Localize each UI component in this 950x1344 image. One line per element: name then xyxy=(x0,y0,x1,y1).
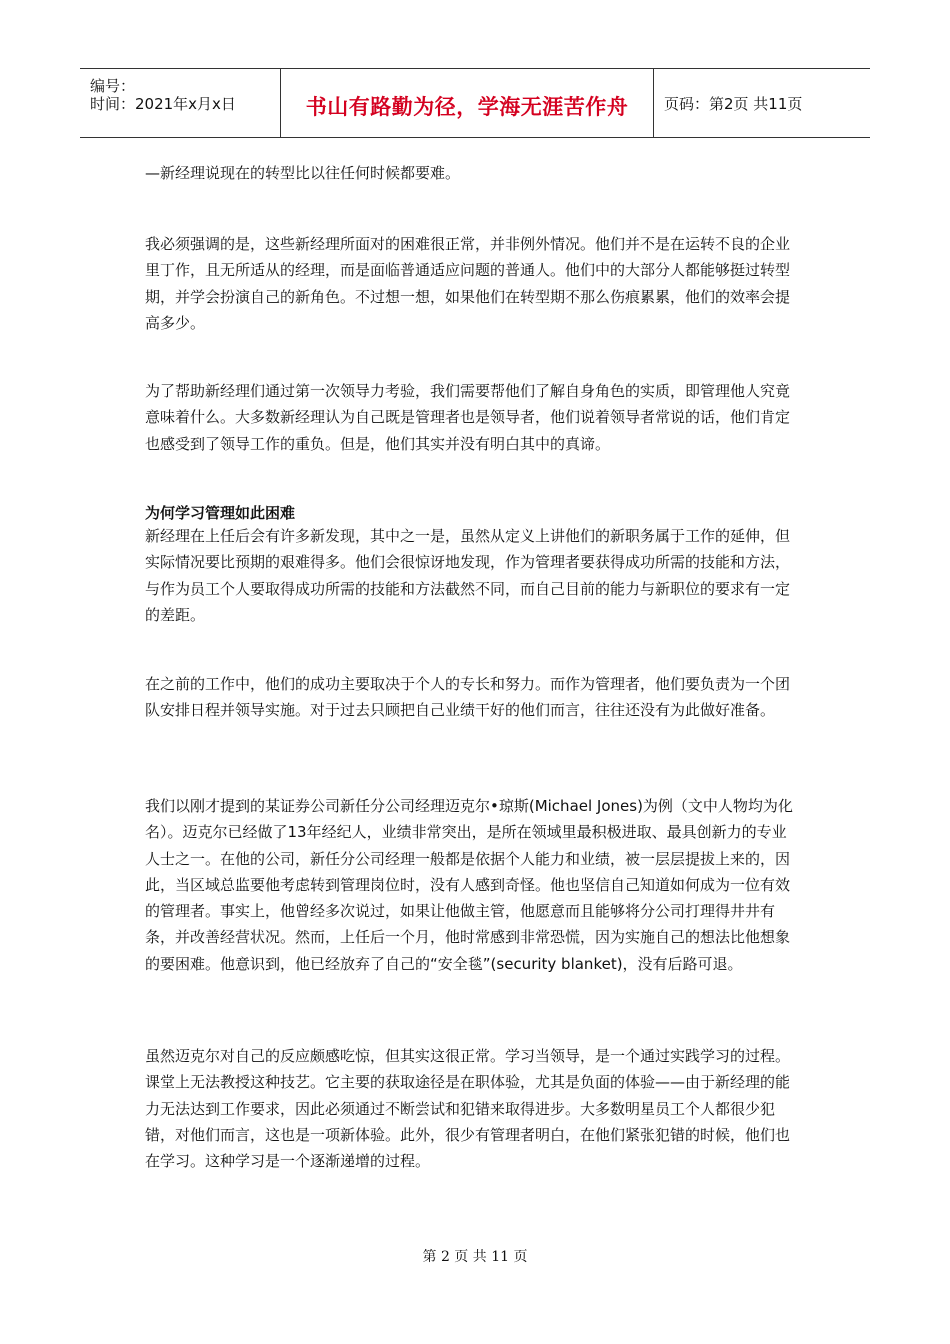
paragraph-learning-process: 虽然迈克尔对自己的反应颇感吃惊，但其实这很正常。学习当领导，是一个通过实践学习的过程。课堂上无法教授这种技艺。它主要的获取途径是在职体验，尤其是负面的体验——由于新经理的能力无法达到工作要求，因此必须通过不断尝试和犯错来取得进步。大多数明星员工个人都很少犯错，对他们而言，这也是一项新体验。此外，很少有管理者明白，在他们紧张犯错的时候，他们也在学习。这种学习是一个逐渐递增的过程。 xyxy=(145,1047,791,1171)
header-page-cell xyxy=(654,69,870,137)
page-footer: 第 2 页 共 11 页 xyxy=(422,1249,528,1265)
paragraph-intro-line: —新经理说现在的转型比以往任何时候都要难。 xyxy=(145,164,461,182)
page-header xyxy=(80,68,870,138)
document-number-label: 编号： xyxy=(90,77,136,95)
header-meta-cell xyxy=(80,69,281,137)
paragraph-michael-example: 我们以刚才提到的某证券公司新任分公司经理迈克尔•琼斯(Michael Jones)为例（文中人物均为化名）。迈克尔已经做了13年经纪人，业绩非常突出，是所在领域里最积极进取、最具创新力的专业人士之一。在他的公司，新任分公司经理一般都是依据个人能力和业绩，被一层层提拔上来的，因此，当区域总监要他考虑转到管理岗位时，没有人感到奇怪。他也坚信自己知道如何成为一位有效的管理者。事实上，他曾经多次说过，如果让他做主管，他愿意而且能够将分公司打理得井井有条，并改善经营状况。然而，上任后一个月，他时常感到非常恐慌，因为实施自己的想法比他想象的要困难。他意识到，他已经放弃了自己的“安全毯”(security blanket)，没有后路可退。 xyxy=(145,797,793,973)
header-page-info: 页码：第2页 共11页 xyxy=(664,95,803,113)
header-motto: 书山有路勤为径，学海无涯苦作舟 xyxy=(305,95,629,119)
section-heading: 为何学习管理如此困难 xyxy=(145,504,296,522)
paragraph-difficulty-normal: 我必须强调的是，这些新经理所面对的困难很正常，并非例外情况。他们并不是在运转不良的企业里丁作，且无所适从的经理，而是面临普通适应问题的普通人。他们中的大部分人都能够挺过转型期，并学会扮演自己的新角色。不过想一想，如果他们在转型期不那么伤痕累累，他们的效率会提高多少。 xyxy=(145,235,791,332)
document-date-label: 时间：2021年x月x日 xyxy=(90,95,236,113)
paragraph-new-discoveries: 新经理在上任后会有许多新发现，其中之一是，虽然从定义上讲他们的新职务属于工作的延伸，但实际情况要比预期的艰难得多。他们会很惊讶地发现，作为管理者要获得成功所需的技能和方法，与作为员工个人要取得成功所需的技能和方法截然不同，而自己目前的能力与新职位的要求有一定的差距。 xyxy=(145,527,791,624)
header-motto-cell xyxy=(281,69,654,137)
paragraph-previous-success: 在之前的工作中，他们的成功主要取决于个人的专长和努力。而作为管理者，他们要负责为一个团队安排日程并领导实施。对于过去只顾把自己业绩干好的他们而言，往往还没有为此做好准备。 xyxy=(145,675,791,720)
paragraph-help-new-managers: 为了帮助新经理们通过第一次领导力考验，我们需要帮他们了解自身角色的实质，即管理他人究竟意味着什么。大多数新经理认为自己既是管理者也是领导者，他们说着领导者常说的话，他们肯定也感受到了领导工作的重负。但是，他们其实并没有明白其中的真谛。 xyxy=(145,382,791,453)
